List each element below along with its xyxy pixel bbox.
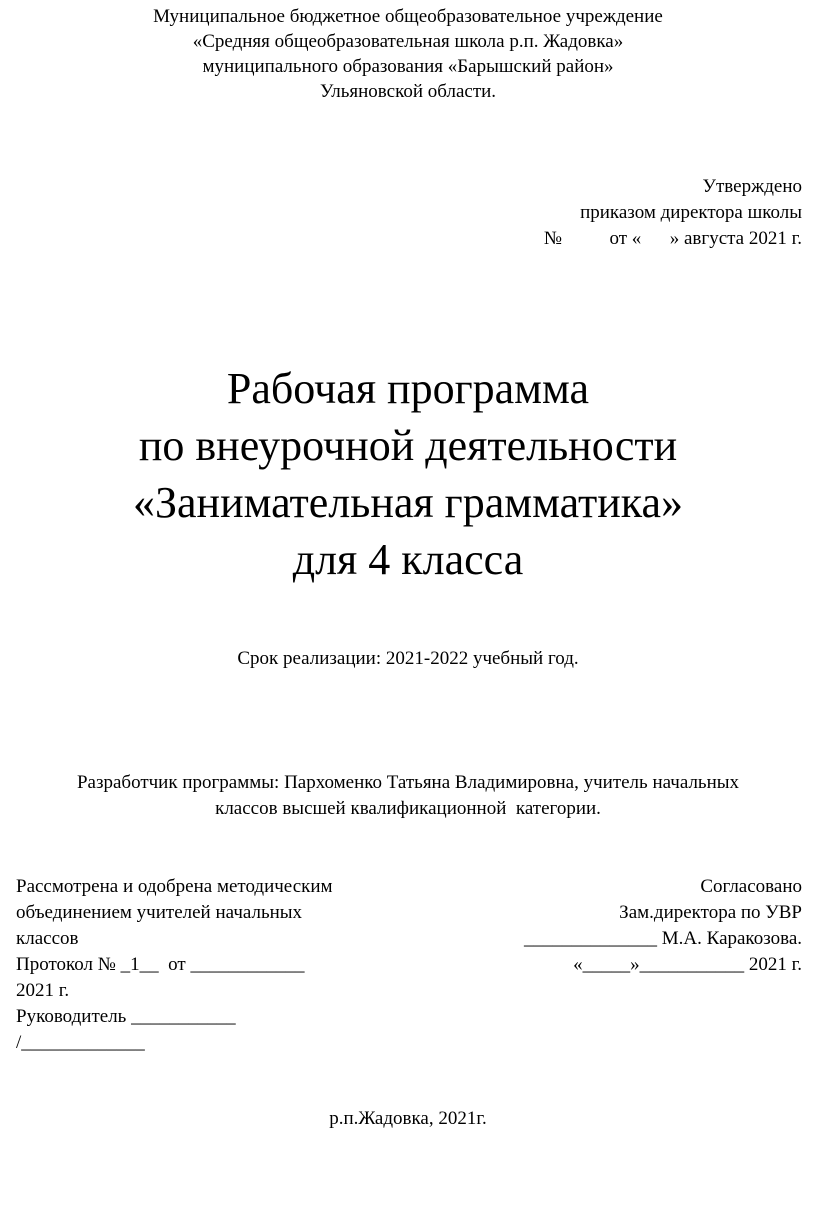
title-line-3: «Занимательная грамматика» bbox=[132, 478, 684, 527]
review-signature: /_____________ bbox=[16, 1032, 145, 1053]
approval-date: № от « » августа 2021 г. bbox=[543, 228, 802, 249]
implementation-period: Срок реализации: 2021-2022 учебный год. bbox=[237, 648, 579, 669]
review-head: Руководитель ___________ bbox=[16, 1006, 236, 1027]
title-line-4: для 4 класса bbox=[292, 535, 524, 584]
header-line-school-type: Муниципальное бюджетное общеобразовательное учреждение bbox=[153, 6, 663, 27]
review-protocol: Протокол № _1__ от ____________ bbox=[16, 954, 305, 975]
approval-heading: Утверждено bbox=[702, 176, 802, 197]
review-line-1: Рассмотрена и одобрена методическим bbox=[16, 876, 333, 897]
agreement-signature: ______________ М.А. Каракозова. bbox=[524, 928, 802, 949]
place-and-year: р.п.Жадовка, 2021г. bbox=[329, 1108, 487, 1129]
header-line-school-name: «Средняя общеобразовательная школа р.п. Жадовка» bbox=[192, 31, 624, 52]
title-line-1: Рабочая программа bbox=[226, 364, 590, 413]
review-line-3: классов bbox=[16, 928, 79, 949]
approval-block bbox=[544, 174, 802, 252]
document-title bbox=[0, 360, 816, 588]
review-line-2: объединением учителей начальных bbox=[16, 902, 303, 923]
agreement-block bbox=[524, 874, 802, 978]
review-year: 2021 г. bbox=[16, 980, 70, 1001]
title-line-2: по внеурочной деятельности bbox=[138, 421, 678, 470]
agreement-heading: Согласовано bbox=[700, 876, 802, 897]
developer-line-2: классов высшей квалификационной категории. bbox=[215, 798, 601, 819]
approval-order: приказом директора школы bbox=[580, 202, 802, 223]
agreement-date: «_____»___________ 2021 г. bbox=[573, 954, 802, 975]
header-line-region: Ульяновской области. bbox=[319, 81, 497, 102]
school-header bbox=[0, 4, 816, 104]
agreement-position: Зам.директора по УВР bbox=[619, 902, 802, 923]
methodical-review-block bbox=[16, 874, 333, 1056]
developer-line-1: Разработчик программы: Пархоменко Татьяна Владимировна, учитель начальных bbox=[76, 772, 740, 793]
header-line-municipality: муниципального образования «Барышский район» bbox=[202, 56, 614, 77]
developer-info bbox=[0, 770, 816, 822]
